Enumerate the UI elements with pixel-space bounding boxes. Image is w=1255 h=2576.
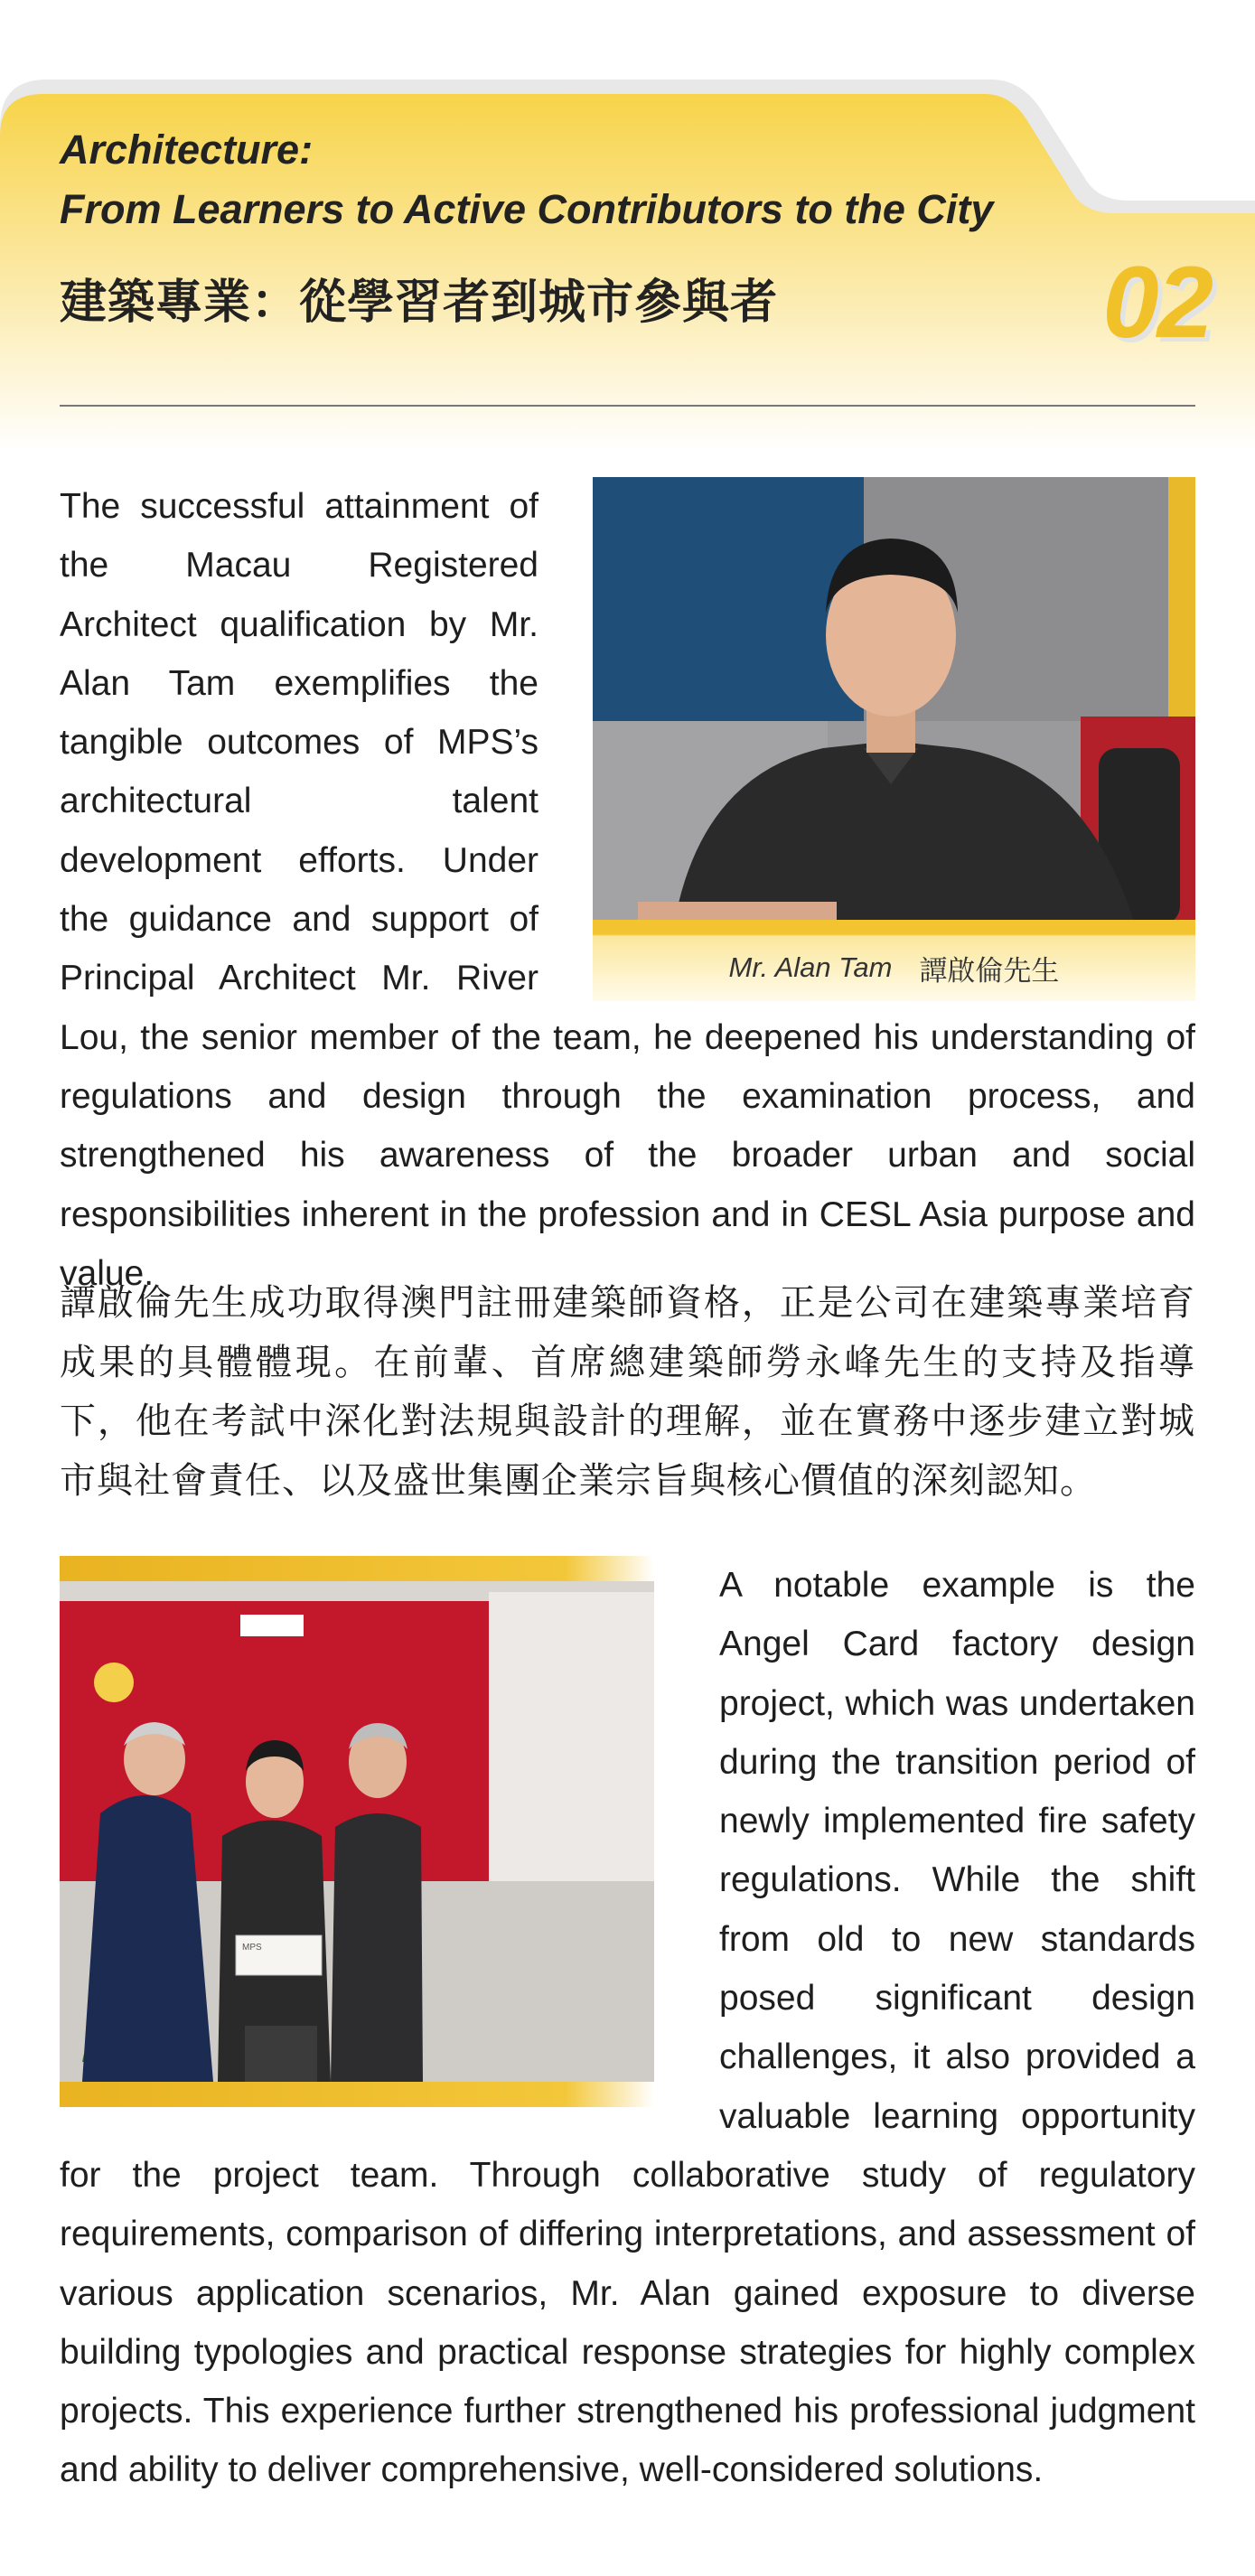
intro-section [60,477,1195,1303]
certificate-label: MPS [242,1943,262,1953]
example-section [60,1556,1195,2500]
section-number: 02 [1102,246,1212,359]
intro-paragraph-zh: 譚啟倫先生成功取得澳門註冊建築師資格，正是公司在建築專業培育成果的具體體現。在前輩、首席總建築師勞永峰先生的支持及指導下，他在考試中深化對法規與設計的理解，並在實務中逐步建立對城市與社會責任、以及盛世集團企業宗旨與核心價值的深刻認知。 [60,1283,1195,1501]
portrait-figure [593,477,1195,1001]
example-paragraph-en: A notable example is the Angel Card factory design project, which was undertaken during the transition period of newly implemented fire safety regulations. While the shift from old to new standards posed significant design challenges, it also provided a valuable learning opportunity for the project team. Through collaborative study of regulatory requirements, comparison of differing interpretations, and assessment of various application scenarios, Mr. Alan gained exposure to diverse building typologies and practical response strategies for highly complex projects. This experience further strengthened his professional judgment and ability to deliver comprehensive, well-considered solutions. [60,1566,1195,2490]
section-eyebrow: Architecture: [60,126,314,173]
portrait-caption [593,920,1195,1001]
section-header [0,0,1255,452]
group-photo [60,1556,654,2107]
portrait-photo [593,477,1195,924]
section-title-zh: 建築專業：從學習者到城市參與者 [60,276,779,329]
group-photo-figure [60,1556,654,2107]
intro-paragraph-en: The successful attainment of the Macau Registered Architect qualification by Mr. Alan Tam exemplifies the tangible outcomes of MPS’s architectural talent development efforts. Under the guidance and support of Principal Architect Mr. River Lou, the senior member of the team, he deepened his understanding of regulations and design through the examination process, and strengthened his awareness of the broader urban and social responsibilities inherent in the profession and in CESL Asia purpose and value. [60,487,1195,1293]
section-subtitle: From Learners to Active Contributors to the City [60,186,994,232]
intro-section-zh [60,1274,1195,1511]
caption-name-zh: 譚啟倫先生 [919,954,1060,987]
header-divider [60,405,1195,407]
caption-name-en: Mr. Alan Tam [728,951,893,983]
